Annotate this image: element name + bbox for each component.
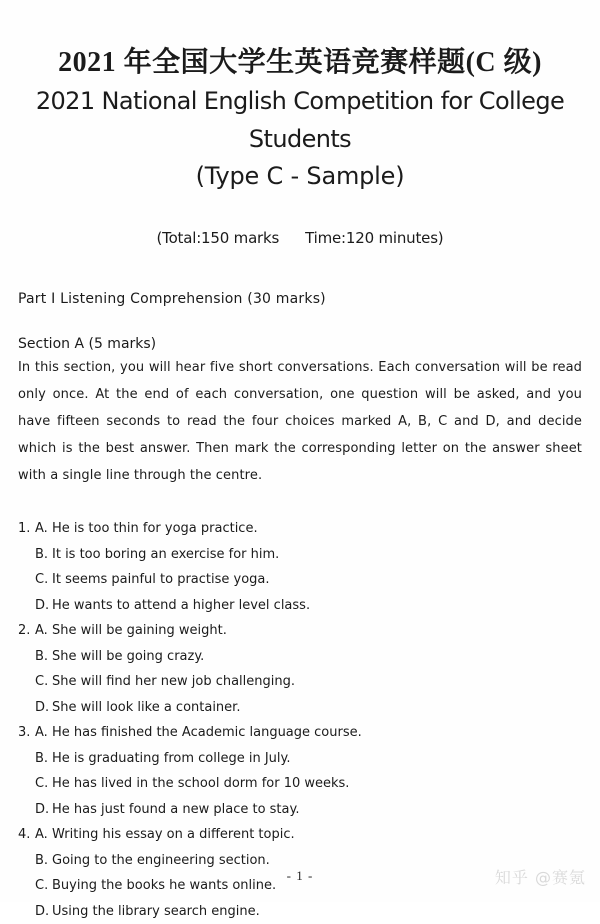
time-label: Time:120 minutes) [305, 229, 443, 247]
option-text: It is too boring an exercise for him. [52, 542, 582, 568]
option-text: He has just found a new place to stay. [52, 797, 582, 823]
part-heading: Part I Listening Comprehension (30 marks) [18, 291, 582, 307]
option-letter: A. [35, 618, 52, 644]
option-text: Going to the engineering section. [52, 848, 582, 874]
option-row [35, 720, 582, 746]
option-row [35, 644, 582, 670]
option-text: He wants to attend a higher level class. [52, 593, 582, 619]
question-3 [18, 720, 582, 822]
option-letter: D. [35, 899, 52, 924]
paper-body [0, 291, 600, 924]
question-number: 1. [18, 516, 35, 542]
option-row [35, 542, 582, 568]
option-letter: B. [35, 542, 52, 568]
option-text: She will find her new job challenging. [52, 669, 582, 695]
option-text: Writing his essay on a different topic. [52, 822, 582, 848]
option-text: He is graduating from college in July. [52, 746, 582, 772]
option-letter: C. [35, 771, 52, 797]
option-row [35, 593, 582, 619]
option-text: She will look like a container. [52, 695, 582, 721]
option-letter: C. [35, 669, 52, 695]
question-number: 4. [18, 822, 35, 848]
option-group [35, 618, 582, 720]
title-chinese: 2021 年全国大学生英语竞赛样题(C 级) [0, 44, 600, 82]
option-letter: B. [35, 848, 52, 874]
option-letter: C. [35, 567, 52, 593]
total-time-line [0, 229, 600, 247]
title-english: 2021 National English Competition for College Students [0, 82, 600, 158]
question-1 [18, 516, 582, 618]
option-row [35, 516, 582, 542]
option-letter: B. [35, 644, 52, 670]
zhihu-watermark: 知乎 @赛氪 [495, 865, 586, 888]
option-row [35, 899, 582, 924]
option-text: She will be gaining weight. [52, 618, 582, 644]
option-row [35, 695, 582, 721]
option-text: She will be going crazy. [52, 644, 582, 670]
option-letter: D. [35, 797, 52, 823]
question-list [18, 516, 582, 924]
option-letter: C. [35, 873, 52, 899]
option-row [35, 618, 582, 644]
option-letter: D. [35, 695, 52, 721]
total-marks-label: (Total:150 marks [157, 229, 280, 247]
section-heading: Section A (5 marks) [18, 336, 582, 352]
question-number: 3. [18, 720, 35, 746]
option-row [35, 797, 582, 823]
option-text: He is too thin for yoga practice. [52, 516, 582, 542]
option-group [35, 720, 582, 822]
option-text: He has lived in the school dorm for 10 weeks. [52, 771, 582, 797]
option-row [35, 822, 582, 848]
option-text: It seems painful to practise yoga. [52, 567, 582, 593]
paper-header [0, 0, 600, 195]
option-text: He has finished the Academic language course. [52, 720, 582, 746]
section-instructions: In this section, you will hear five short conversations. Each conversation will be read only once. At the end of each conversation, one question will be asked, and you have fifteen seconds to read the four choices marked A, B, C and D, and decide which is the best answer. Then mark the corresponding letter on the answer sheet with a single line through the centre. [18, 354, 582, 489]
option-text: Using the library search engine. [52, 899, 582, 924]
option-row [35, 746, 582, 772]
option-row [35, 567, 582, 593]
option-row [35, 771, 582, 797]
option-letter: A. [35, 720, 52, 746]
question-number: 2. [18, 618, 35, 644]
option-letter: A. [35, 822, 52, 848]
option-letter: A. [35, 516, 52, 542]
option-group [35, 516, 582, 618]
question-2 [18, 618, 582, 720]
option-row [35, 669, 582, 695]
title-type-sample: (Type C - Sample) [0, 158, 600, 195]
option-text: Buying the books he wants online. [52, 873, 582, 899]
option-letter: D. [35, 593, 52, 619]
page-number: - 1 - [0, 868, 600, 884]
option-letter: B. [35, 746, 52, 772]
